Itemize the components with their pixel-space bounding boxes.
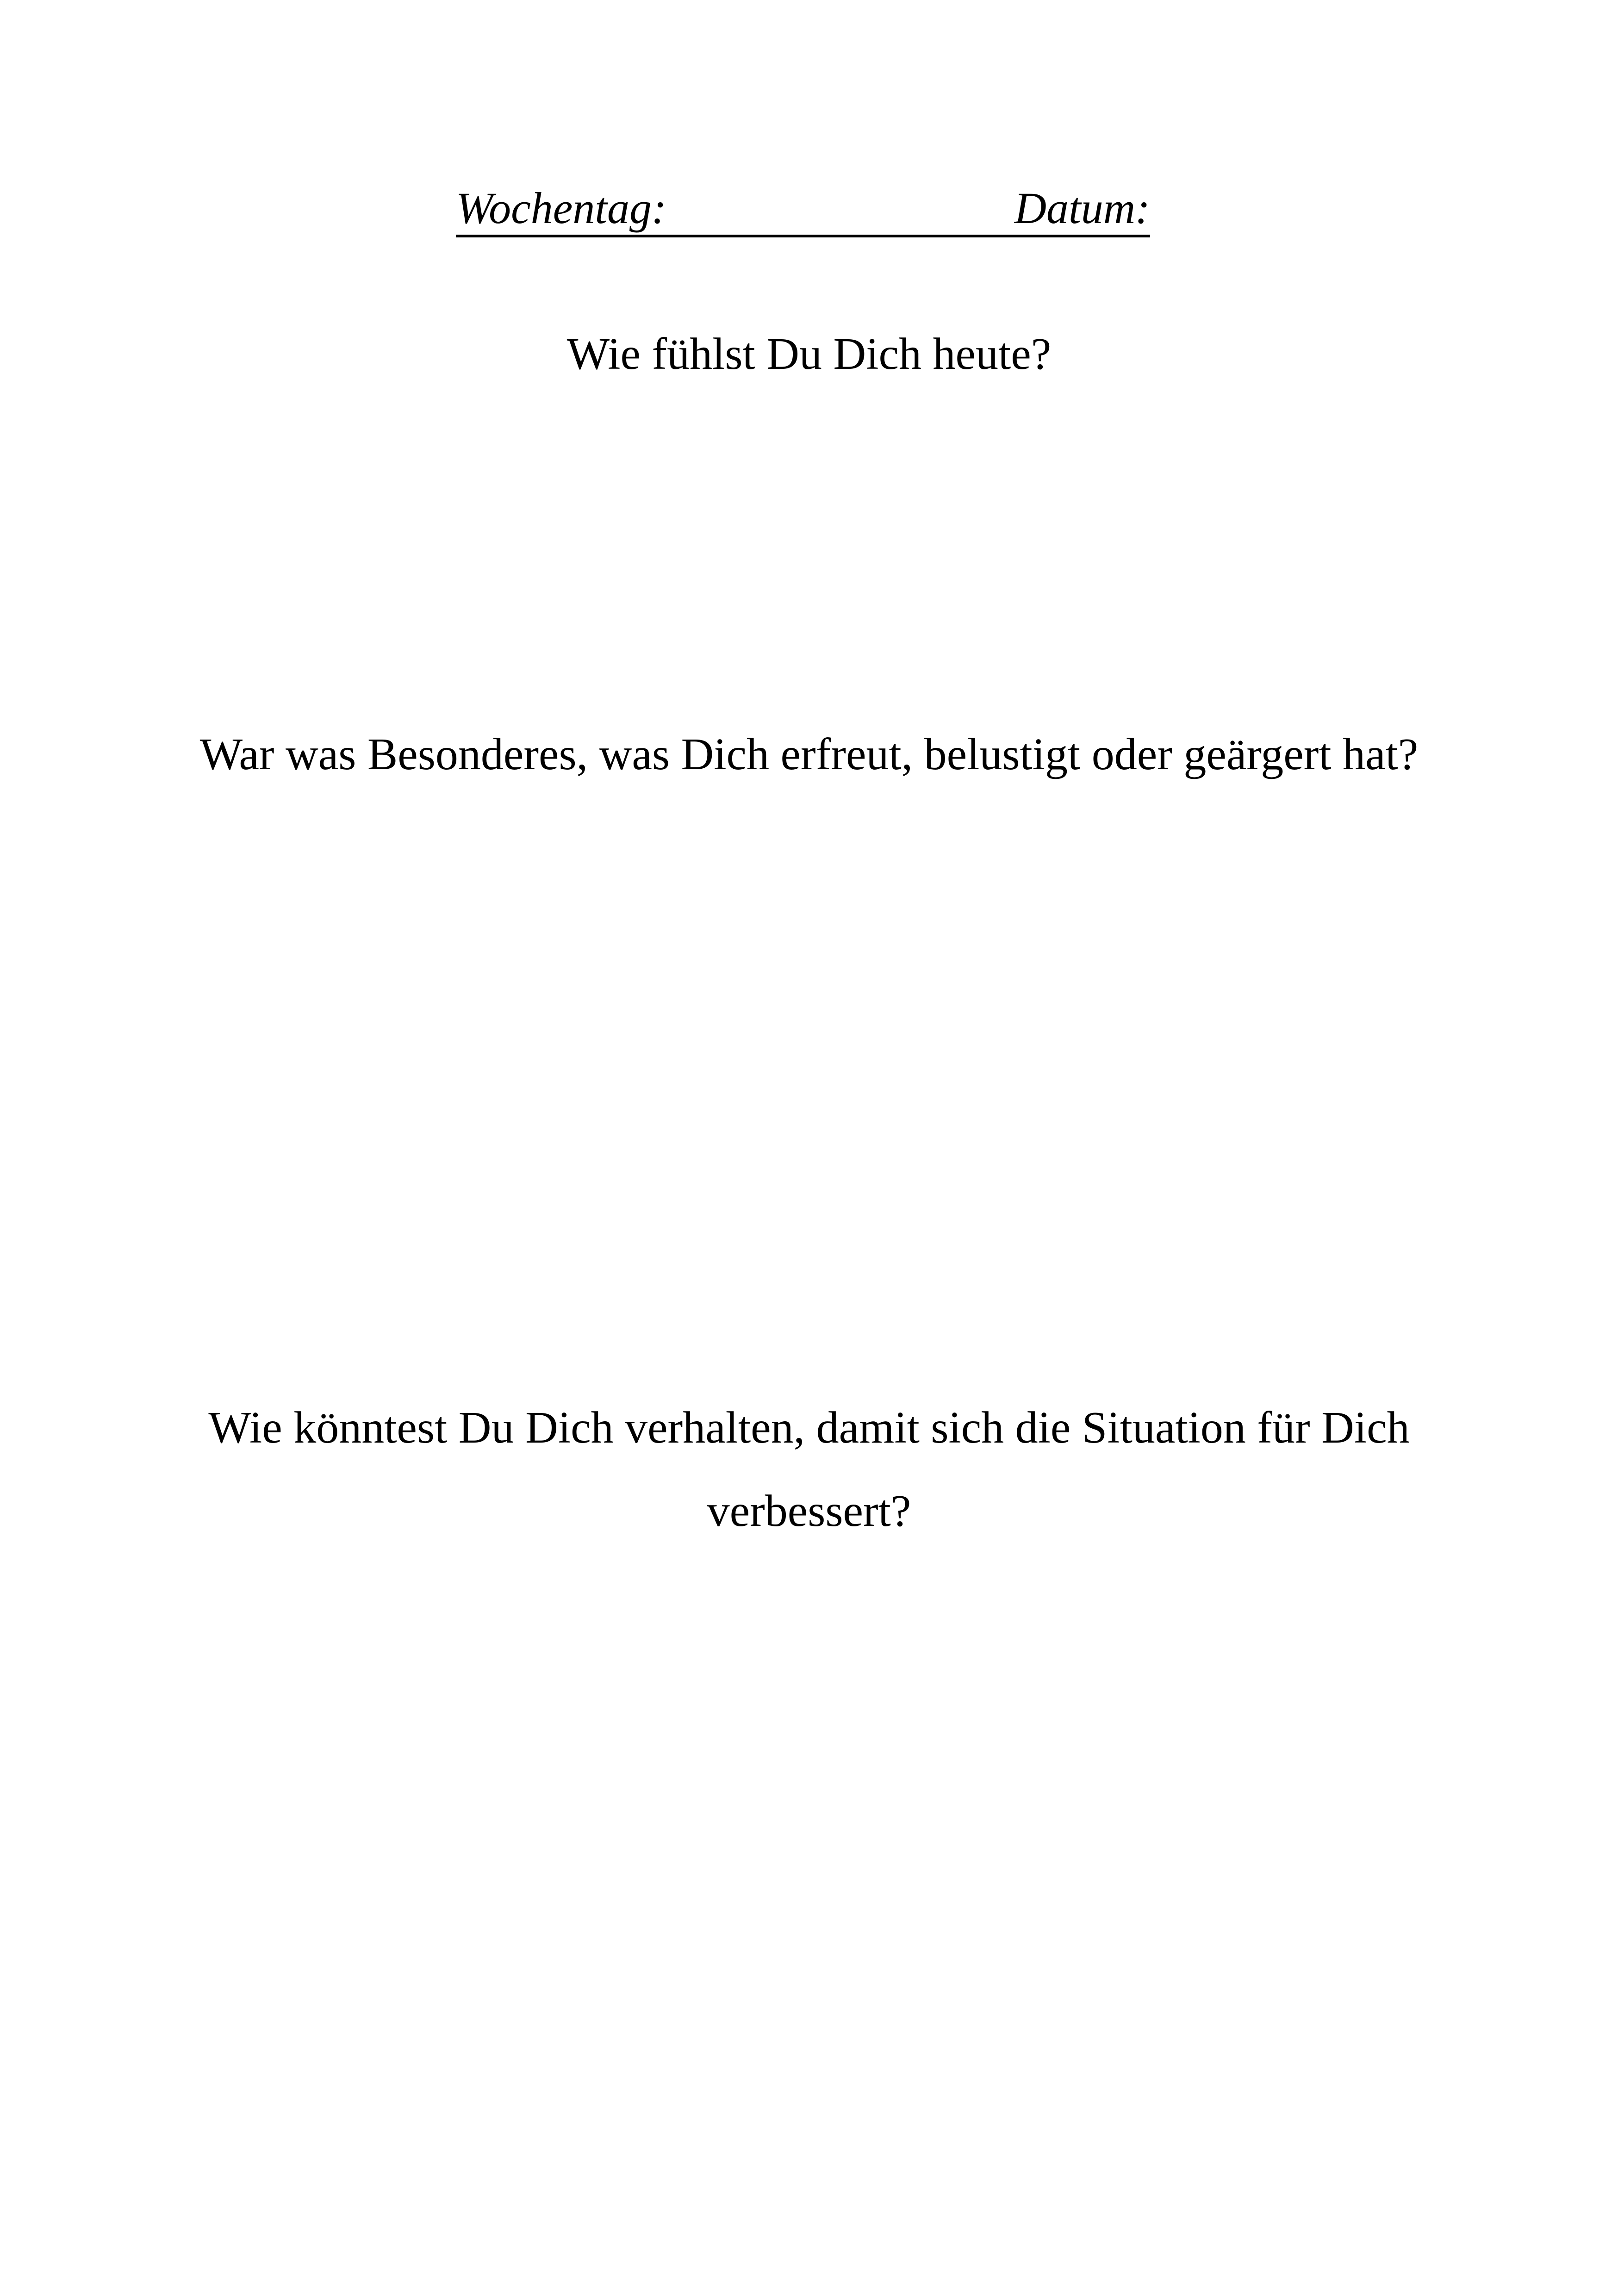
question-line: verbessert? bbox=[707, 1486, 911, 1536]
question-special-event bbox=[0, 713, 1618, 796]
question-improve-situation bbox=[0, 1386, 1618, 1553]
question-line: Wie fühlst Du Dich heute? bbox=[566, 329, 1052, 379]
date-label: Datum: bbox=[1014, 183, 1150, 233]
question-line: War was Besonderes, was Dich erfreut, belustigt oder geärgert hat? bbox=[199, 729, 1419, 779]
question-line: Wie könntest Du Dich verhalten, damit sich die Situation für Dich bbox=[208, 1403, 1410, 1453]
weekday-label: Wochentag: bbox=[456, 183, 667, 233]
header-underline bbox=[456, 235, 1150, 237]
weekday-date-header bbox=[456, 183, 1150, 238]
question-feeling-today bbox=[0, 312, 1618, 396]
